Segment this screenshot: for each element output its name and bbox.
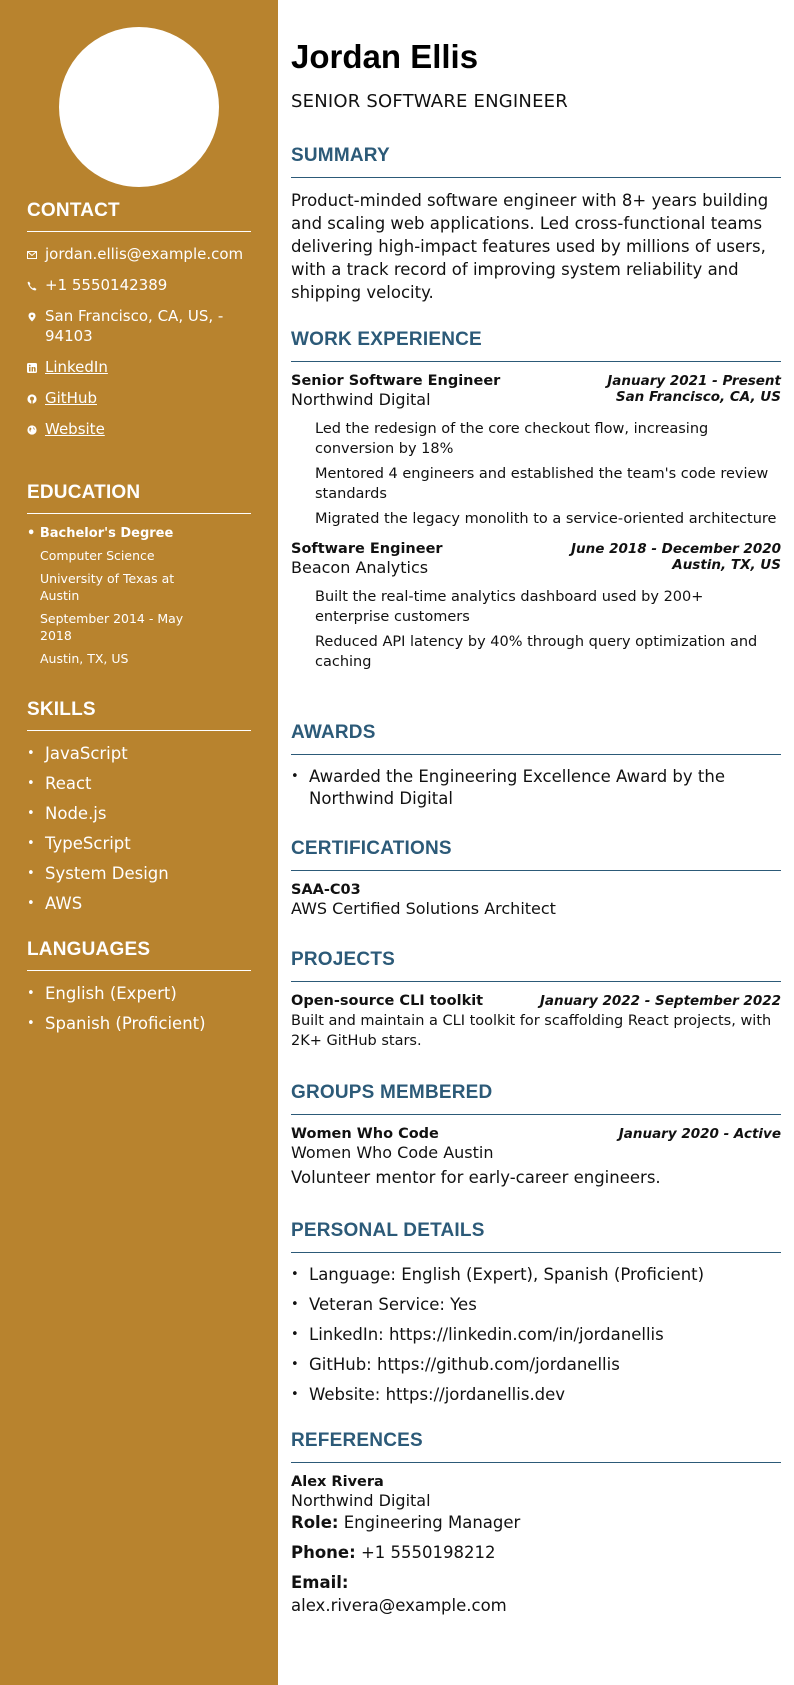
envelope-icon [27,244,45,260]
list-item: Mentored 4 engineers and established the team's code review standards [315,466,769,502]
languages-heading: LANGUAGES [27,939,251,971]
list-item: • Node.js [27,804,107,823]
certification-name: AWS Certified Solutions Architect [291,899,556,918]
phone-icon [27,275,45,291]
groups-section [291,1082,781,1189]
summary-heading: SUMMARY [291,145,781,178]
list-item: • TypeScript [27,834,131,853]
list-item: Reduced API latency by 40% through query optimization and caching [315,634,758,670]
education-section [27,482,251,673]
projects-section [291,949,781,1051]
project-name: Open-source CLI toolkit [291,993,484,1009]
candidate-title: SENIOR SOFTWARE ENGINEER [291,91,568,112]
certifications-section [291,838,781,919]
phone-text: +1 5550142389 [45,276,168,294]
list-item: • React [27,774,92,793]
location-pin-icon [27,306,45,322]
degree-text: Bachelor's Degree [39,526,174,541]
skills-heading: SKILLS [27,699,251,731]
list-item: • LinkedIn: https://linkedin.com/in/jordanellis [291,1325,664,1344]
reference-phone [291,1541,781,1564]
awards-section [291,722,781,818]
group-description: Volunteer mentor for early-career engineers. [291,1168,661,1187]
group-dates: January 2020 - Active [618,1126,781,1142]
email-text: jordan.ellis@example.com [45,245,244,263]
group-name: Women Who Code [291,1126,439,1142]
contact-heading: CONTACT [27,200,251,232]
github-icon [27,388,45,404]
contact-website[interactable] [27,419,251,439]
list-item: Led the redesign of the core checkout flow, increasing conversion by 18% [315,421,709,457]
experience-section [291,329,781,677]
job-dates: June 2018 - December 2020 [570,541,781,557]
location-text: San Francisco, CA, US, - 94103 [45,307,224,345]
list-item: Migrated the legacy monolith to a service-oriented architecture [315,511,777,527]
group-chapter: Women Who Code Austin [291,1143,494,1162]
groups-heading: GROUPS MEMBERED [291,1082,781,1115]
job-entry [291,541,781,672]
list-item: • Spanish (Proficient) [27,1014,206,1033]
reference-role [291,1511,781,1534]
reference-email: alex.rivera@example.com [291,1596,507,1615]
personal-list [291,1264,781,1406]
education-field: Computer Science [40,548,155,563]
reference-email-label: Email: [291,1573,349,1592]
phone-label: Phone: [291,1543,356,1562]
list-item: • Awarded the Engineering Excellence Award by the Northwind Digital [291,767,725,808]
education-school: University of Texas at Austin [40,571,175,603]
reference-name: Alex Rivera [291,1474,384,1490]
contact-linkedin[interactable] [27,357,251,377]
contact-email[interactable] [27,244,251,264]
references-section [291,1430,781,1617]
skills-section [27,699,251,923]
job-dates: January 2021 - Present [607,373,781,389]
contact-phone[interactable] [27,275,251,295]
role-label: Role: [291,1513,339,1532]
list-item: • GitHub: https://github.com/jordanellis [291,1355,620,1374]
project-description: Built and maintain a CLI toolkit for scaffolding React projects, with 2K+ GitHub stars. [291,1013,772,1049]
list-item: • AWS [27,894,83,913]
education-heading: EDUCATION [27,482,251,514]
sidebar [0,0,278,1685]
main-content [278,0,794,1685]
job-entry [291,373,781,529]
job-company: Northwind Digital [291,390,431,409]
personal-section [291,1220,781,1414]
job-location: Austin, TX, US [672,557,781,573]
profile-photo [59,27,219,187]
website-link[interactable]: Website [45,420,105,438]
awards-list [291,766,781,810]
linkedin-icon [27,357,45,373]
project-dates: January 2022 - September 2022 [539,993,781,1009]
list-item: • Language: English (Expert), Spanish (Proficient) [291,1265,705,1284]
list-item: • Veteran Service: Yes [291,1295,477,1314]
summary-text: Product-minded software engineer with 8+ years building and scaling web applications. Led cross-functional teams delivering high-impact features used by millions of users, with a track record of improving system reliability and shipping velocity. [291,191,769,302]
job-role: Software Engineer [291,541,443,557]
references-heading: REFERENCES [291,1430,781,1463]
github-link[interactable]: GitHub [45,389,97,407]
contact-section [27,200,251,450]
job-role: Senior Software Engineer [291,373,501,389]
job-company: Beacon Analytics [291,558,429,577]
contact-location [27,306,251,346]
list-item: Built the real-time analytics dashboard used by 200+ enterprise customers [315,589,704,625]
projects-heading: PROJECTS [291,949,781,982]
contact-github[interactable] [27,388,251,408]
summary-section [291,145,781,304]
languages-list [27,983,251,1035]
job-location: San Francisco, CA, US [615,389,781,405]
list-item: • JavaScript [27,744,128,763]
candidate-name: Jordan Ellis [291,38,479,75]
education-degree: • Bachelor's Degree [27,526,174,541]
languages-section [27,939,251,1043]
certification-code: SAA-C03 [291,882,361,898]
job-bullets [315,587,781,672]
certifications-heading: CERTIFICATIONS [291,838,781,871]
job-bullets [315,419,781,529]
list-item: • English (Expert) [27,984,177,1003]
role-value: Engineering Manager [343,1513,521,1532]
awards-heading: AWARDS [291,722,781,755]
education-location: Austin, TX, US [40,651,129,666]
reference-company: Northwind Digital [291,1491,431,1510]
skills-list [27,743,251,915]
phone-value: +1 5550198212 [360,1543,496,1562]
experience-heading: WORK EXPERIENCE [291,329,781,362]
personal-heading: PERSONAL DETAILS [291,1220,781,1253]
list-item: • Website: https://jordanellis.dev [291,1385,566,1404]
education-dates: September 2014 - May 2018 [40,611,184,643]
globe-icon [27,419,45,435]
list-item: • System Design [27,864,169,883]
linkedin-link[interactable]: LinkedIn [45,358,108,376]
